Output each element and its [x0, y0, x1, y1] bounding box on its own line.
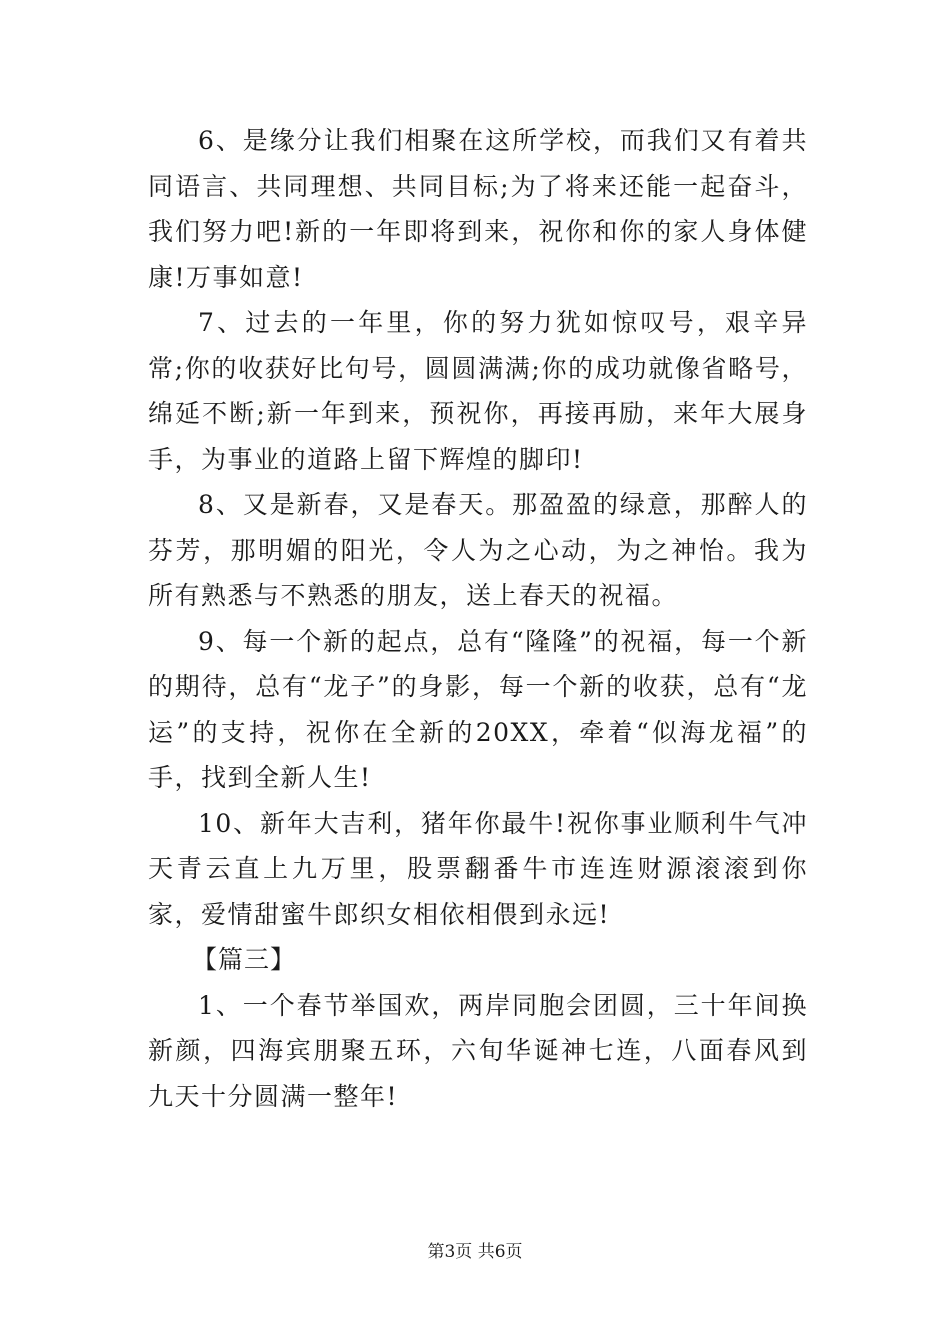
paragraph-7: 7、过去的一年里，你的努力犹如惊叹号，艰辛异常;你的收获好比句号，圆圆满满;你的成功就像省略号，绵延不断;新一年到来，预祝你，再接再励，来年大展身手，为事业的道路上留下辉煌的脚印! [148, 308, 808, 474]
page-number: 第3页 [427, 1242, 473, 1262]
paragraph-10: 10、新年大吉利，猪年你最牛!祝你事业顺利牛气冲天青云直上九万里，股票翻番牛市连连财源滚滚到你家，爱情甜蜜牛郎织女相依相偎到永远! [148, 808, 808, 929]
paragraph-6: 6、是缘分让我们相聚在这所学校，而我们又有着共同语言、共同理想、共同目标;为了将来还能一起奋斗，我们努力吧!新的一年即将到来，祝你和你的家人身体健康!万事如意! [148, 126, 808, 292]
document-body [148, 118, 808, 1119]
section-paragraph-1: 1、一个春节举国欢，两岸同胞会团圆，三十年间换新颜，四海宾朋聚五环，六旬华诞神七连，八面春风到九天十分圆满一整年! [148, 990, 808, 1111]
page-total: 共6页 [477, 1242, 523, 1262]
section-heading: 【篇三】 [192, 945, 297, 974]
page-footer [0, 1240, 950, 1264]
paragraph-9: 9、每一个新的起点，总有“隆隆”的祝福，每一个新的期待，总有“龙子”的身影，每一个新的收获，总有“龙运”的支持，祝你在全新的20XX，牵着“似海龙福”的手，找到全新人生! [148, 626, 808, 792]
paragraph-8: 8、又是新春，又是春天。那盈盈的绿意，那醉人的芬芳，那明媚的阳光，令人为之心动，为之神怡。我为所有熟悉与不熟悉的朋友，送上春天的祝福。 [148, 490, 808, 610]
